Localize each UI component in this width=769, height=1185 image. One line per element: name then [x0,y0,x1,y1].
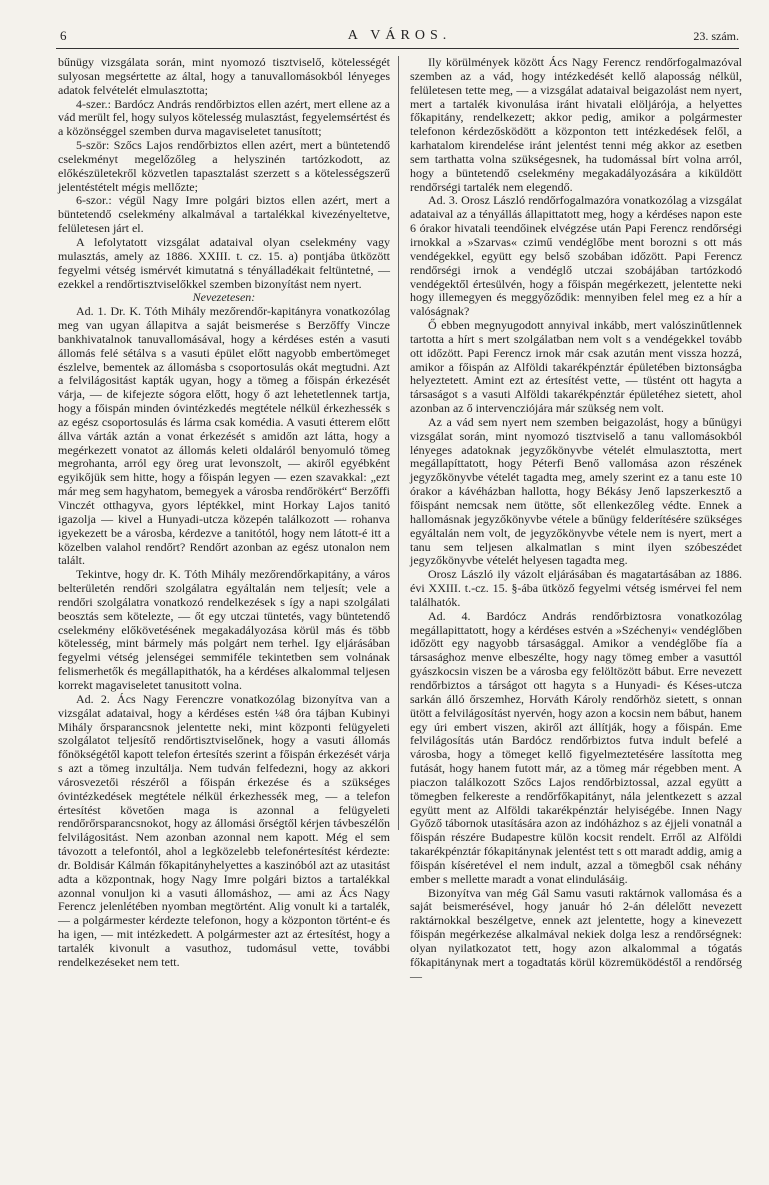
paragraph: bűnügy vizsgálata során, mint nyomozó tisztviselő, kötelességét sulyosan megsértette az által, hogy a tanuvallomásokból lényeges adatok felvételét elmulasztotta; [58,55,390,97]
paragraph: 4-szer.: Bardócz András rendőrbiztos ellen azért, mert ellene az a vád merült fel, hogy sulyos kötelesség mulasztást, fegyelemsértést és a közönséggel szemben durva magaviseletet tanusított; [58,96,390,139]
paragraph: Ő ebben megnyugodott annyival inkább, mert valószinűtlennek tartotta a hírt s mert szolgálatban nem volt s a vendégekkel tovább ott időzött. Papi Ferencz irnok már csak azután ment vissza hozzá, amikor a főispán az Alföldi takarékpénztár épületében biztonságba helyeztetett. Amint ezt az értesítést vette, — tüstént ott hagyta a társaságot s a vasuti Alföldi takarékpénztár épületéhez sietett, ahol azonban az ő intervencziójára már szükség nem volt. [410,318,742,416]
paragraph: 6-szor.: végül Nagy Imre polgári biztos ellen azért, mert a büntetendő cselekmény alkalmával a tartalékkal kivezényeltetve, felületesen járt el. [58,193,390,236]
page-number: 6 [60,28,67,43]
paragraph: Ad. 1. Dr. K. Tóth Mihály mezőrendőr-kapitányra vonatkozólag meg van ugyan állapitva a saját beismerése s Berzőffy Vincze bankhivatalnok tanuvallomásával, hogy a kérdéses estén a vasuti állomás felé sétálva s a vasuti épület előtt nagyobb embertömeget észlelve, bementek az állomásba s csoportosulás okát megtudni. Azt a felvilágositást kapták ugyan, hogy a tömeg a főispán érkezését várja, — de kifejezte sógora előtt, hogy ő azt lehetetlennek tartja, hogy a főispán minden óvintézkedés megtétele nélkül érkezhessék s az egész csoportosulás és lárma csak komédia. A vasuti étterem előtt állva várták aztán a vonat érkezését s amidőn azt látta, hogy a megérkezett vonatot az állomás keleti oldaláról benyomuló tömeg megrohanta, arról egy öreg urat levonszolt, — akiről egyébként egyikőjük sem hitte, hogy a főispán legyen — ezen szavakkal: „ezt már meg sem hagyhatom, bemegyek a városba rendőrökért“ Berzőffi Vinczét otthagyva, gyors léptékkel, mint Horkay Lajos tanitó igazolja — kivel a Hunyadi-utcza közepén találkozott — rohanva igyekezett be a városba, kérdezve a tanitótól, hogy nem látott-é itt a közelben valahol rendőrt? Rendőrt azonban az egész utonalon nem talált. [58,304,390,568]
paragraph: Ad. 2. Ács Nagy Ferenczre vonatkozólag bizonyítva van a vizsgálat adataival, hogy a kérdéses estén ¼8 óra tájban Kubinyi Mihály őrsparancsnok jelentette neki, mint központi felügyeleti szolgálatot teljesítő rendőrtisztviselőnek, hogy a vasuti állomás főnökségétől kapott telefon értesítés szerint a főispán érkezését várja s azt a tömeg inzultálja. Nem tudván felfedezni, hogy az akkori városvezetői részéről a főispán érkezése és a szükséges óvintézkedések megtétele nélkül érkezhessék meg, — a telefon értesítést követően maga is azonnal a felügyeleti rendőrőrsparancsnokot, hogy az állomási őrségtől kérjen távbeszélőn felvilágositást. Nem azonban azonnal nem kapott. Még el sem távozott a telefontól, ahol a legközelebb telefonértesítést kérdezte: dr. Boldisár Kálmán főkapitányhelyettes a kaszinóból azt az utasitást adta a központnak, hogy Nagy Imre polgári biztos a tartalékkal azonnal vonuljon ki a vasuti állomáshoz, — ami az Ács Nagy Ferencz jelenlétében nyomban megtörtént. Alig vonult ki a tartalék, — a polgármester kérdezte telefonon, hogy a központon történt-e és ha igen, — mit intézkedett. A polgármester azt az értesítést, hogy a tartalék kivonult a vasuthoz, tudomásul vette, további rendelkezéseket nem tett. [58,691,390,969]
paragraph: A lefolytatott vizsgálat adataival olyan cselekmény vagy mulasztás, amely az 1886. XXIII. t. cz. 15. a) pontjába ütközött fegyelmi vétség ismérvét kimutatná s tényálladékait feltüntetné, — ezekkel a rendőrtisztviselőkkel szemben bizonyítást nem nyert. [58,234,390,291]
issue-number: 23. szám. [693,29,739,43]
header-rule [56,48,739,49]
column-divider [398,56,399,830]
paragraph: Tekintve, hogy dr. K. Tóth Mihály mezőrendőrkapitány, a város belterületén rendőri szolgálatra egyáltalán nem teljesít; vele a rendőri szolgálatra vonatkozó rendelkezések s így a napi szolgálati beosztás sem kötelezte, — őt egy utczai tüntetés, vagy büntetendő cselekmény előkövetésének megakadályozása körül más és több kötelesség, mint bármely más polgárt nem terhel. Igy eljárásában fegyelmi vétség jelenségei semmiféle tekintetben sem volnának felismerhetők és megállapithatók, ha a kérdéses alkalommal teljesen korrekt magaviseletet tanusitott volna. [58,567,390,692]
paragraph: Ad. 4. Bardócz András rendőrbiztosra vonatkozólag megállapittatott, hogy a kérdéses estvén a »Széchenyi« vendéglőben időzött egy nagyobb társasággal. Amikor a vendéglőbe fía a társasághoz menve elbeszélte, hogy nagy tömeg ember a vasuttól gyászkocsin viszen be a városba egy felöltözött bábut. Erre nevezett rendőrbiztos a társágot ott hagyta s a Hunyadi- és Késes-utcza sarkán álló őrszemhez, Horváth Károly rendőrhöz sietett, s onnan ütött a felvilágosítást nyervén, hogy azon a kocsin nem bábut, hanem egy úri embert viszen, akiről azt állítják, hogy a főispán. Eme felvilágosítás után Bardócz rendőrbiztos futva indult befelé a városba, hogy a tömeget kellő figyelmeztetésére lassította meg futását, hogy hanem futott már, az a tömeg már régebben ment. A piaczon találkozott Szőcs Lajos rendőrbiztossal, azzal együtt a tömegben felkereste a rendőrfőkapitányt, nála jelentkezett s azzal együtt ment az Alföldi takarékpénztár helyiségébe. Innen Nagy Győző tábornok utasítására azon az indóházhoz s az éjjeli vonatnál a főispán részére Budapestre külön kocsit rendelt. Erről az Alföldi takarékpénztár fókapitánynak jelentést tett s ott maradt addig, amig a főispán kíséretével el nem indult, azzal a tömegből csak néhány ember s mellette maradt a vonat elindulásáig. [410,608,742,886]
section-heading: Nevezetesen: [192,290,256,305]
paragraph: Bizonyítva van még Gál Samu vasuti raktárnok vallomása és a saját beismerésével, hogy január hó 2-án délelőtt nevezett raktárnokkal beszélgetve, ennek azt jelentette, hogy a kinevezett főispán megérkezése alkalmával nekiek dolga lesz a rendőrségnek: olyan nyilatkozatot tett, hogy azon alkalommal a tógatás főkapitánynak mert a togadtatás körül közremüködéstől a rendőrség — [410,885,742,983]
paragraph: Orosz László ily vázolt eljárásában és magatartásában az 1886. évi XXIII. t.-cz. 15. §-ába ütköző fegyelmi vétség ismérvei fel nem találhatók. [410,567,742,609]
paragraph: Ad. 3. Orosz László rendőrfogalmazóra vonatkozólag a vizsgálat adataival az a tényállás állapittatott meg, hogy a kérdéses napon este 6 órakor hivatali teendőinek elvégzése után Papi Ferencz rendőrségi irnokkal a »Szarvas« czimű vendéglőbe ment borozni s ott más vendégekkel, együtt egy belső szobában időzött. Papi Ferencz rendőrségi irnok a vendéglő utczai szobájában tartózkodó vendégektől értesülvén, hogy a főispán megérkezett, jelentette neki hogy illemegyen és meggyőződik: mennyiben felel meg ez a hír a valóságnak? [410,193,742,319]
paragraph: Ily körülmények között Ács Nagy Ferencz rendőrfogalmazóval szemben az a vád, hogy intézkedését kellő alaposság nélkül, felületesen tette meg, — a vizsgálat adataival beigazolást nem nyert, mert a tartalék kivonulása iránt hivatali elöljárója, a helyettes főkapitány, rendelkezett; akkor pedig, amikor a polgármester telefonon kérdezősködött a központon tett intézkedések felől, a karhatalom kirendelése iránt jelentést tenni még akkor az esetben sem tarthatta volna szükségesnek, ha tudomással bírt volna arról, hogy a büntetendő cselekmény megakadályozására a kiküldött rendőrségi tartalék nem elegendő. [410,55,742,194]
newspaper-title: A VÁROS. [347,28,452,43]
paragraph: Az a vád sem nyert nem szemben beigazolást, hogy a bűnügyi vizsgálat során, mint nyomozó tisztviselő a tanu vallomásokból lényeges adatoknak jegyzőkönyvbe vételét elmulasztotta, mert megállapíttatott, hogy Péterfi Benő vallomása azon részének jegyzőkönyvbe vételét tagadta meg, amely szerint ez a tanu este 10 órakor a kávéházban hallotta, hogy Békásy Jenő lapszerkesztő a főispánt nemcsak nem ütötte, sőt ellenkezőleg védte. Ennek a hallomásnak jegyzőkönyvbe vétele a bűnügy felderítésére szükséges egyáltalán nem volt, de jegyzőkönyvbe vétele nem is nyert, mert a tanu sem teljesen alkalmatlan s mint ilyen szóbeszédet jegyzőkönyvbe vételét helyesen tagadta meg. [410,414,742,568]
paragraph: 5-ször: Szőcs Lajos rendőrbiztos ellen azért, mert a büntetendő cselekményt megelőzőleg a helyszinén tartózkodott, az előkészületekről közvetlen tapasztalást szerzett s a kötelességszerű jelentéstételt mégis mellőzte; [58,138,390,194]
page-header [60,28,739,50]
left-column [58,56,390,970]
right-column [410,56,742,984]
